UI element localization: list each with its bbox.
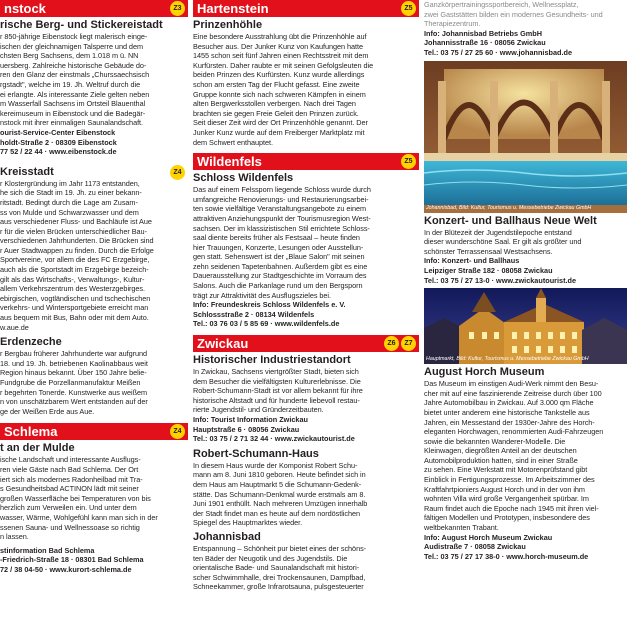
text-line: Automobilproduktion hatten, sind in einer Straße <box>424 455 578 465</box>
text-line: trägt zur Attraktivität des Ausflugszieles bei. <box>193 290 331 300</box>
section-heading: rische Berg- und Stickereistadt <box>0 19 163 31</box>
text-line: herzlich zum Verweilen ein. Und unter dem <box>0 503 137 513</box>
text-line: Seit dieser Zeit wird der Ort Prinzenhöhle genannt. Der <box>193 118 368 128</box>
band-title: Schlema <box>4 424 58 440</box>
text-line: Info: Konzert- und Ballhaus <box>424 256 520 266</box>
text-line: eleganten Horchwagen, renommierten Audi-Fahrzeugen <box>424 427 604 437</box>
text-line: brachten sie gegen Freie Geleit den Prinzen zurück. <box>193 108 359 118</box>
section-heading: Prinzenhöhle <box>193 19 263 31</box>
text-line: cher mit auf eine faszinierende Zeitreise durch über 100 <box>424 388 602 398</box>
section-heading: t an der Mulde <box>0 442 75 455</box>
pool-hall-illustration <box>424 61 627 213</box>
article-text <box>193 185 419 300</box>
text-line: Therapiezentrum. <box>424 19 481 29</box>
text-line: verkehrs- und Wintersportgebiete erreicht man <box>0 303 149 313</box>
text-line: Das Museum im einstigen Audi-Werk nimmt den Besu- <box>424 379 599 389</box>
text-line: Info: Freundeskreis Schloss Wildenfels e. V. <box>193 300 346 310</box>
section-band-hartenstein <box>193 0 419 17</box>
text-line: kereimuseum in Eibenstock und die Badegär- <box>0 108 146 118</box>
text-line: dem Schwert enthauptet. <box>193 137 273 147</box>
section-heading: Konzert- und Ballhaus Neue Welt <box>424 214 597 227</box>
text-line: Kleinwagen, diegrößten Anteil an der deutschen <box>424 446 577 456</box>
article-text <box>193 461 419 528</box>
text-line: ten Bäder der Neugotik und des Jugendstils. Die <box>193 553 348 563</box>
text-line: zwei Gaststätten bilden ein modernes Gesundheits- und <box>424 9 603 19</box>
section-heading: Schloss Wildenfels <box>193 172 294 185</box>
zone-badge: Z7 <box>401 336 416 351</box>
text-line: saal diente bereits früher als Festsaal – heute finden <box>193 233 360 243</box>
text-line: gen statt. Sehenswert ist der „Blaue Salon" mit seinen <box>193 252 365 262</box>
text-line: Spiegel des Hauptmarktes wieder. <box>193 518 303 528</box>
text-line: s Gesundheitsbad ACTINON lädt mit seiner <box>0 484 139 494</box>
text-line: stinformation Bad Schlema <box>0 545 95 555</box>
text-line: umfangreiche Renovierungs- und Restaurierungsarbei- <box>193 194 369 204</box>
text-line: r 850-jährige Eibenstock liegt malerisch einge- <box>0 32 148 41</box>
text-line: Schlossstraße 2 · 08134 Wildenfels <box>193 309 315 319</box>
text-line: n von unschätzbarem Wert entstanden auf der <box>0 397 148 407</box>
column-middle <box>193 0 419 621</box>
article-text <box>193 544 419 592</box>
text-line: Fundgrube die Porzellanmanufaktur Meißen <box>0 378 141 387</box>
text-line: Raum findet auch die Epoche nach 1945 mit ihren viel- <box>424 503 599 513</box>
zone-badge: Z6 <box>384 336 399 351</box>
text-line: stätte. Das Schumann-Denkmal wurde erstmals am 8. <box>193 489 366 499</box>
text-line: ei erlangte. Als interessante Ziele gelten neben <box>0 89 150 99</box>
text-line: ren den Glanz der einstmals „Churssaechsisch <box>0 70 150 80</box>
text-line: Kurfürsten. Daher raubte er mit seinen Gefolgsleuten die <box>193 60 374 70</box>
text-line: Audistraße 7 · 08058 Zwickau <box>424 542 526 552</box>
text-line: auch als die Sportstadt im Erzgebirge bezeich- <box>0 265 149 275</box>
info-block <box>193 300 419 329</box>
info-block <box>193 415 419 444</box>
text-line: Info: Johannisbad Betriebs GmbH <box>424 28 542 38</box>
photo-caption: Johannisbad, Bild: Kultur, Tourismus u. Messebetriebe Zwickau GmbH <box>426 204 592 211</box>
text-line: beiden Prinzen des Kurfürsten. Kunz wurde allerdings <box>193 70 365 80</box>
text-line: Das auf einem Felssporn liegende Schloss wurde durch <box>193 185 371 195</box>
text-line: m Wasserfall Sachsens im Ortsteil Blauenthal <box>0 99 146 109</box>
info-block <box>0 546 188 575</box>
text-line: dieser wunderschöne Saal. Er gilt als größter und <box>424 237 582 247</box>
section-heading-kreisstadt <box>0 166 188 178</box>
text-line: ten sowie vielfältige Veranstaltungsangebote zu einem <box>193 204 366 214</box>
zone-badge: Z3 <box>170 1 185 16</box>
band-title: nstock <box>4 1 46 16</box>
text-line: wohnten Villa wird große Vergangenheit spürbar. Im <box>424 494 589 504</box>
text-line: Juni 1901 enthüllt. Nach mehreren Umzügen innerhalb <box>193 499 368 509</box>
text-line: iert sich als modernes Radonheilbad mit Tra- <box>0 474 143 484</box>
section-heading: Robert-Schumann-Haus <box>193 447 319 460</box>
text-line: Hauptstraße 6 · 08056 Zwickau <box>193 424 300 434</box>
text-line: Tel.: 03 75 / 27 25 60 · www.johannisbad.de <box>424 47 573 57</box>
text-line: Tel.: 03 75 / 2 71 32 44 · www.zwickautourist.de <box>193 434 355 444</box>
text-line: r Auer Stadtwappen zu finden. Durch die Erfolge <box>0 245 154 255</box>
text-line: attraktiven Anziehungspunkt der Tourismusregion West- <box>193 213 371 223</box>
text-line: -Friedrich-Straße 18 · 08301 Bad Schlema <box>0 555 144 565</box>
column-right <box>424 0 627 621</box>
text-line: dem Haus am Hauptmarkt 5 die Schumann-Gedenk- <box>193 479 362 489</box>
text-line: Entspannung – Schönheit pur bietet eines der schöns- <box>193 543 367 553</box>
zone-badge: Z4 <box>170 424 185 439</box>
info-block <box>424 256 627 285</box>
text-line: Gruppe konnte sich nach schweren Kämpfen in einem <box>193 89 366 99</box>
text-line: Jahren, ein Messestand der 1930er-Jahre des Horch- <box>424 417 595 427</box>
text-line: mann am 8. Juni 1810 geboren. Heute befindet sich in <box>193 470 366 480</box>
text-line: scher Schwimmhalle, drei Trockensaunen, Dampfbad, <box>193 572 366 582</box>
text-line: allem Verkehrszentrum des Westerzgebirges. <box>0 284 145 294</box>
text-line: In Zwickau, Sachsens viertgrößter Stadt, bieten sich <box>193 367 359 377</box>
photo-johannisbad <box>424 61 627 213</box>
info-block <box>424 533 627 562</box>
text-line: dem Besucher die vielfältigsten Kulturerlebnisse. Die <box>193 376 361 386</box>
text-line: Ganzkörpertrainingssportbereich, Wellnessplatz, <box>424 0 579 9</box>
text-line: aus verschiedener Fluss- und Bachläufe ist Aue <box>0 217 152 227</box>
text-line: wasser, Wärme, Wohlgefühl kann man sich in der <box>0 512 158 522</box>
section-heading: Historischer Industriestandort <box>193 354 351 367</box>
article-text <box>424 0 627 29</box>
text-line: Jahre Automobilbau in Zwickau. Auf 3.000 qm Fläche <box>424 398 594 408</box>
text-line: verschiedenen Jahrhunderten. Die Brücken sind <box>0 236 154 246</box>
text-line: uersberg. Zahlreiche historische Gebäude do- <box>0 60 147 70</box>
text-line: Johannisstraße 16 · 08056 Zwickau <box>424 38 546 48</box>
text-line: holdt-Straße 2 · 08309 Eibenstock <box>0 137 117 147</box>
heading-text: Kreisstadt <box>0 165 54 178</box>
text-line: ischen der gleichnamigen Talsperre und dem <box>0 41 143 51</box>
text-line: großen Wasserfläche bei Temperaturen von bis <box>0 493 151 503</box>
text-line: Tel.: 03 75 / 27 13-0 · www.zwickautourist.de <box>424 275 577 285</box>
text-line: alten Bergwerksstollen verbergen. Nach drei Tagen <box>193 99 356 109</box>
article-text <box>0 32 188 128</box>
text-line: Kraftfahrtpioniers August Horch und in der von ihm <box>424 484 585 494</box>
text-line: 18. und 19. Jh. betriebenen Kaolinabbaus weit <box>0 358 148 368</box>
text-line: gilt als das Wirtschafts-, Verwaltungs-, Kultur- <box>0 274 145 284</box>
text-line: he sich die Stadt im 19. Jh. zu einer bekann- <box>0 188 142 198</box>
photo-hauptmarkt <box>424 288 627 364</box>
text-line: Besucher aus. Der Junker Kunz von Kaufungen hatte <box>193 41 363 51</box>
article-text <box>0 455 188 541</box>
text-line: r Klostergründung im Jahr 1173 entstanden, <box>0 178 140 188</box>
text-line: chsten Berg Sachsens, dem 1.018 m ü. NN <box>0 51 139 61</box>
text-line: aus bequem mit Bus, Bahn oder mit dem Auto. <box>0 313 149 323</box>
text-line: Einblick in Fertigungsprozesse. Im Arbeitszimmer des <box>424 475 595 485</box>
text-line: r begehrten Tonerde. Kunstwerke aus weißem <box>0 387 148 397</box>
zone-badge: Z5 <box>401 1 416 16</box>
article-text <box>424 379 627 533</box>
text-line: Info: August Horch Museum Zwickau <box>424 532 553 542</box>
section-band-zwickau <box>193 335 419 352</box>
text-line: 72 / 38 04-50 · www.kurort-schlema.de <box>0 564 132 574</box>
section-heading: Erdenzeche <box>0 336 62 349</box>
zone-badge: Z5 <box>401 154 416 169</box>
text-line: n lassen. <box>0 532 29 542</box>
townhall-illustration <box>424 288 627 364</box>
text-line: zu sehen. Eine Werkstatt mit Motorenprüfstand gibt <box>424 465 588 475</box>
text-line: rgstadt", welche im 19. Jh. Weltruf durch die <box>0 79 141 89</box>
text-line: In der Blütezeit der Jugendstilepoche entstand <box>424 227 572 237</box>
text-line: Sportvereine, vor allem die des FC Erzgebirge, <box>0 255 150 265</box>
text-line: Eine besondere Ausstrahlung übt die Prinzenhöhle auf <box>193 32 367 41</box>
band-title: Wildenfels <box>197 154 262 170</box>
text-line: Region hinaus bekannt. Über 150 Jahre belie- <box>0 368 147 378</box>
band-title: Hartenstein <box>197 1 269 16</box>
text-line: Tel.: 03 75 / 27 17 38-0 · www.horch-museum.de <box>424 551 589 561</box>
section-band-eibenstock <box>0 0 188 17</box>
text-line: schönster Terrassensaal Westsachsens. <box>424 246 553 256</box>
text-line: 1455 schon seit fünf Jahren einen Rechtsstreit mit dem <box>193 51 369 61</box>
text-line: ssenen Sauna- und Wellnessoase so richtig <box>0 522 140 532</box>
text-line: ourist-Service-Center Eibenstock <box>0 127 116 137</box>
text-line: schon am ersten Tag der Flucht gefasst. Eine zweite <box>193 79 360 89</box>
article-text <box>424 228 627 257</box>
text-line: bietet unter anderem eine historische Tankstelle aus <box>424 407 590 417</box>
text-line: Tel.: 03 76 03 / 5 85 69 · www.wildenfels.de <box>193 319 340 329</box>
section-band-wildenfels <box>193 153 419 170</box>
info-block <box>0 128 188 157</box>
text-line: sachsen. Der im klassizistischen Stil errichtete Schloss- <box>193 223 370 233</box>
text-line: ritstadt. Bedingt durch die Lage am Zusam- <box>0 197 138 207</box>
text-line: In diesem Haus wurde der Komponist Robert Schu- <box>193 460 358 470</box>
text-line: r Bergbau früherer Jahrhunderte war aufgrund <box>0 349 148 359</box>
section-heading: August Horch Museum <box>424 366 545 379</box>
text-line: ge der Weißen Erde aus Aue. <box>0 406 95 416</box>
text-line: Junker Kunz wurde auf dem Freiberger Marktplatz mit <box>193 127 365 137</box>
info-block <box>424 29 627 58</box>
text-line: Leipziger Straße 182 · 08058 Zwickau <box>424 265 553 275</box>
article-text <box>193 32 419 147</box>
text-line: weltbekannten Trabant. <box>424 523 499 533</box>
text-line: ss von Mulde und Schwarzwasser und dem <box>0 207 139 217</box>
text-line: Schneekammer, große Infrarotsauna, pulsgesteuerter <box>193 582 364 592</box>
photo-caption: Hauptmarkt, Bild: Kultur, Tourismus u. Messebetriebe Zwickau GmbH <box>426 356 589 363</box>
text-line: fältigen Modellen und Prototypen, insbesondere des <box>424 513 590 523</box>
text-line: nstock mit ihrer einmaligen Saunalandschaft. <box>0 118 144 128</box>
article-text <box>0 179 188 333</box>
text-line: Robert-Schumann-Stadt ist vor allem bekannt für ihre <box>193 386 363 396</box>
text-line: orientalische Bade- und Saunalandschaft mit histori- <box>193 563 360 573</box>
article-text <box>193 367 419 415</box>
text-line: Salons. Auch die Parkanlage rund um den Bergsporn <box>193 281 363 291</box>
text-line: der Stadt findet man es heute auf dem nordöstlichen <box>193 508 361 518</box>
text-line: Dauerausstellung zur Stadtgeschichte im Vorraum des <box>193 271 367 281</box>
text-line: ebirgischen, vogtländischen und tschechischen <box>0 293 151 303</box>
section-band-schlema <box>0 423 188 440</box>
text-line: hier Trauungen, Konzerte, Lesungen oder Ausstellun- <box>193 242 364 252</box>
text-line: Info: Tourist Information Zwickau <box>193 415 308 424</box>
text-line: ren viele Gäste nach Bad Schlema. Der Ort <box>0 464 139 474</box>
text-line: rierte Jugendstil- und Gründerzeitbauten. <box>193 405 324 415</box>
text-line: sowie die bekannten Wanderer-Modelle. Die <box>424 436 566 446</box>
column-left <box>0 0 188 621</box>
text-line: r für die vielen Brücken unterschiedlicher Bau- <box>0 226 147 236</box>
text-line: 77 52 / 22 44 · www.eibenstock.de <box>0 147 117 157</box>
band-title: Zwickau <box>197 336 249 352</box>
text-line: w.aue.de <box>0 322 29 332</box>
text-line: historische Altstadt und für hunderte liebevoll restau- <box>193 395 360 405</box>
article-text <box>0 349 188 416</box>
text-line: ische Landschaft und interessante Ausflugs- <box>0 455 141 465</box>
zone-badge: Z4 <box>170 165 185 180</box>
section-heading: Johannisbad <box>193 530 261 543</box>
text-line: zehn seidenen Tapetenbahnen. Außerdem gibt es eine <box>193 261 368 271</box>
